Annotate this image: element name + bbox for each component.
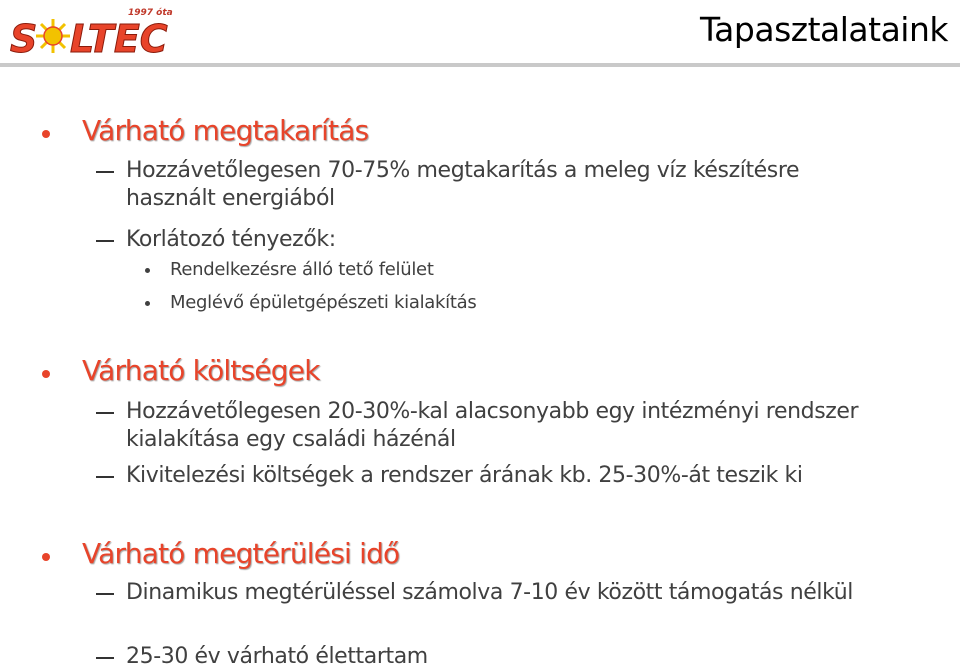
list-item-text: Korlátozó tényezők: [126, 227, 336, 252]
bullet-icon [145, 268, 150, 273]
list-item-text: Dinamikus megtérüléssel számolva 7-10 év között támogatás nélkül [126, 580, 854, 605]
list-item-text: Hozzávetőlegesen 70-75% megtakarítás a meleg víz készítésre használt energiából [126, 158, 800, 211]
soltec-logo [8, 6, 208, 58]
svg-text:LTEC: LTEC [70, 17, 168, 58]
bullet-icon [42, 553, 50, 561]
dash-icon [96, 240, 114, 242]
sun-icon [36, 19, 70, 53]
list-item-text: Hozzávetőlegesen 20-30%-kal alacsonyabb egy intézményi rendszer kialakítása egy családi házénál [126, 399, 859, 452]
list-item-text: 25-30 év várható élettartam [126, 644, 428, 669]
dash-icon [96, 171, 114, 173]
bullet-icon [145, 301, 150, 306]
section-heading-text: Várható megtakarítás [82, 114, 369, 147]
svg-text:S: S [10, 17, 38, 58]
page-title: Tapasztalataink [699, 10, 948, 49]
dash-icon [96, 412, 114, 414]
logo-year: 1997 óta [128, 8, 173, 18]
list-item-text: Kivitelezési költségek a rendszer árának kb. 25-30%-át teszik ki [126, 463, 803, 488]
dash-icon [96, 476, 114, 478]
sub-list-item-text: Rendelkezésre álló tető felület [170, 259, 434, 280]
section-heading-text: Várható költségek [82, 354, 320, 387]
bullet-icon [42, 130, 50, 138]
header-divider [0, 63, 960, 67]
section-heading-text: Várható megtérülési idő [82, 537, 400, 570]
dash-icon [96, 593, 114, 595]
dash-icon [96, 657, 114, 659]
bullet-icon [42, 370, 50, 378]
soltec-logo-graphic [8, 6, 208, 58]
sub-list-item-text: Meglévő épületgépészeti kialakítás [170, 292, 477, 313]
